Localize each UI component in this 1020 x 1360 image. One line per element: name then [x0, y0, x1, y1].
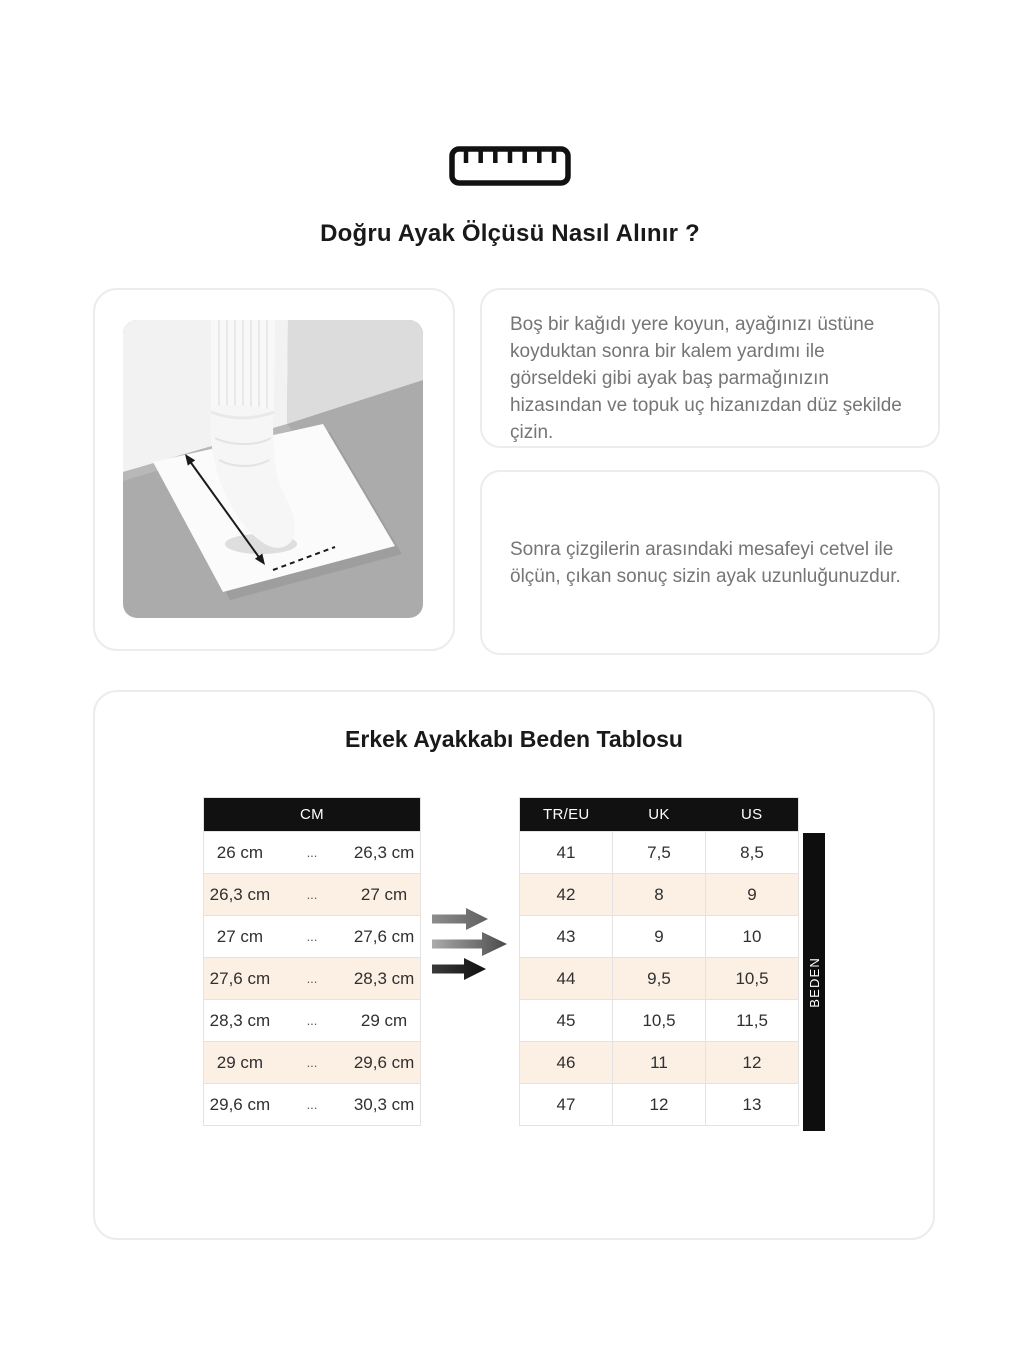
- international-size-table-wrap: [519, 797, 825, 1126]
- table-cell: 27 cm: [348, 874, 420, 916]
- table-cell: 26 cm: [204, 832, 276, 874]
- table-cell: 29,6 cm: [348, 1042, 420, 1084]
- transfer-arrows-icon: [430, 904, 510, 982]
- ruler-icon: [449, 146, 571, 186]
- table-cell: 42: [520, 874, 613, 916]
- table-cell: 47: [520, 1084, 613, 1126]
- international-size-table-body: [520, 832, 799, 1126]
- instruction-cards: [480, 288, 940, 655]
- size-table-header-us: US: [706, 798, 799, 832]
- table-cell: 9,5: [613, 958, 706, 1000]
- size-table-header-treu: TR/EU: [520, 798, 613, 832]
- table-row: [204, 1042, 421, 1084]
- table-cell: 41: [520, 832, 613, 874]
- conversion-arrows-box: [421, 797, 519, 1125]
- table-cell: 27,6 cm: [204, 958, 276, 1000]
- table-cell: ...: [276, 958, 348, 1000]
- table-cell: 29 cm: [204, 1042, 276, 1084]
- table-cell: ...: [276, 916, 348, 958]
- table-cell: 28,3 cm: [204, 1000, 276, 1042]
- table-row: [520, 1000, 799, 1042]
- table-cell: ...: [276, 1084, 348, 1126]
- table-cell: 45: [520, 1000, 613, 1042]
- table-cell: 10,5: [706, 958, 799, 1000]
- table-cell: 13: [706, 1084, 799, 1126]
- table-row: [204, 1000, 421, 1042]
- table-row: [520, 832, 799, 874]
- instruction-card-step2: [480, 470, 940, 655]
- table-row: [204, 874, 421, 916]
- table-cell: 9: [613, 916, 706, 958]
- table-cell: ...: [276, 874, 348, 916]
- table-cell: 11: [613, 1042, 706, 1084]
- table-row: [204, 832, 421, 874]
- instruction-step2-text: Sonra çizgilerin arasındaki mesafeyi cetvel ile ölçün, çıkan sonuç sizin ayak uzunluğunuzdur.: [510, 538, 901, 587]
- size-tables: [95, 797, 933, 1126]
- size-table-header-uk: UK: [613, 798, 706, 832]
- table-cell: 29 cm: [348, 1000, 420, 1042]
- table-cell: 11,5: [706, 1000, 799, 1042]
- table-cell: 10: [706, 916, 799, 958]
- hero-section: [0, 146, 1020, 248]
- table-row: [520, 958, 799, 1000]
- table-row: [520, 1084, 799, 1126]
- table-cell: 27,6 cm: [348, 916, 420, 958]
- table-row: [520, 1042, 799, 1084]
- table-cell: 26,3 cm: [348, 832, 420, 874]
- size-table-title: Erkek Ayakkabı Beden Tablosu: [345, 726, 683, 752]
- table-cell: 12: [706, 1042, 799, 1084]
- table-cell: 44: [520, 958, 613, 1000]
- table-cell: 29,6 cm: [204, 1084, 276, 1126]
- table-row: [204, 1084, 421, 1126]
- table-cell: 27 cm: [204, 916, 276, 958]
- table-cell: ...: [276, 832, 348, 874]
- table-row: [520, 916, 799, 958]
- cm-table-header: CM: [204, 798, 421, 832]
- table-row: [204, 916, 421, 958]
- table-cell: 8,5: [706, 832, 799, 874]
- measurement-photo-card: [93, 288, 455, 651]
- table-cell: 9: [706, 874, 799, 916]
- instructions-section: [93, 288, 940, 655]
- table-row: [520, 874, 799, 916]
- size-table-card: [93, 690, 935, 1240]
- table-row: [204, 958, 421, 1000]
- table-cell: 7,5: [613, 832, 706, 874]
- instruction-step1-text: Boş bir kağıdı yere koyun, ayağınızı üstüne koyduktan sonra bir kalem yardımı ile görseldeki gibi ayak baş parmağınızın hizasından ve topuk uç hizanızdan düz şekilde çizin.: [510, 314, 902, 443]
- table-cell: 28,3 cm: [348, 958, 420, 1000]
- table-cell: 8: [613, 874, 706, 916]
- instruction-card-step1: [480, 288, 940, 448]
- beden-side-bar: [803, 833, 825, 1131]
- table-cell: 12: [613, 1084, 706, 1126]
- foot-on-paper-measurement-photo: [123, 320, 423, 618]
- table-cell: 10,5: [613, 1000, 706, 1042]
- page-title: Doğru Ayak Ölçüsü Nasıl Alınır ?: [320, 220, 700, 247]
- table-cell: 43: [520, 916, 613, 958]
- beden-side-label: BEDEN: [806, 956, 822, 1008]
- table-cell: 26,3 cm: [204, 874, 276, 916]
- table-cell: ...: [276, 1042, 348, 1084]
- table-cell: 30,3 cm: [348, 1084, 420, 1126]
- table-cell: ...: [276, 1000, 348, 1042]
- cm-range-table: [203, 797, 421, 1126]
- cm-table-body: [204, 832, 421, 1126]
- international-size-table: [519, 797, 799, 1126]
- table-cell: 46: [520, 1042, 613, 1084]
